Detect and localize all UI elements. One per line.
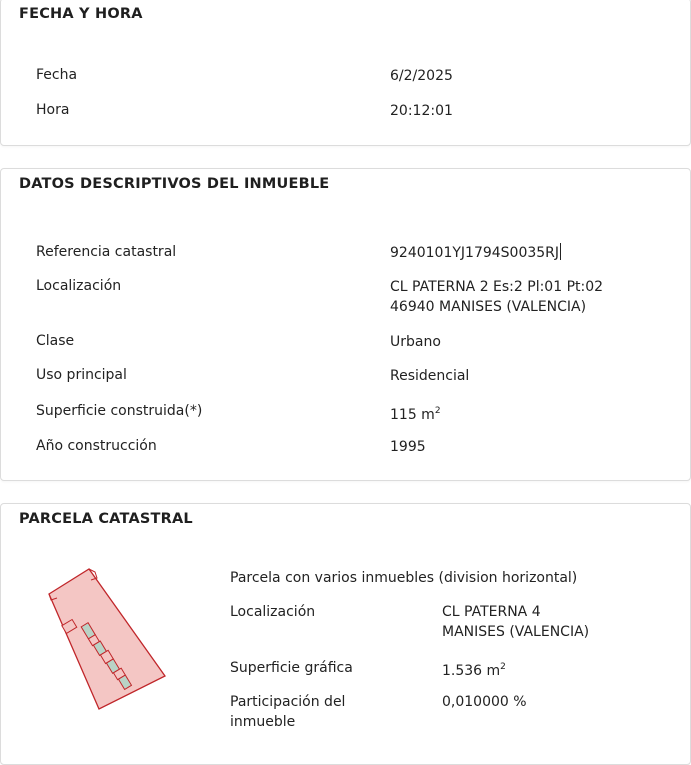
parcela-superficie-label: Superficie gráfica (230, 660, 353, 676)
participacion-value: 0,010000 % (442, 694, 527, 710)
parcela-descripcion: Parcela con varios inmuebles (division horizontal) (230, 570, 578, 586)
uso-label: Uso principal (36, 367, 127, 383)
participacion-label-line-1: Participación del (230, 694, 346, 710)
parcel-map-icon[interactable] (39, 564, 179, 714)
parcela-localizacion-line-2: MANISES (VALENCIA) (442, 624, 590, 640)
text-caret (560, 243, 561, 260)
parcela-localizacion-value (442, 602, 589, 642)
fecha-hora-title: FECHA Y HORA (19, 6, 143, 22)
parcela-superficie-number: 1.536 m (442, 663, 501, 679)
hora-label: Hora (36, 102, 70, 118)
superficie-label: Superficie construida(*) (36, 403, 203, 419)
datos-inmueble-panel (0, 168, 691, 481)
participacion-label (230, 692, 345, 732)
anio-value: 1995 (390, 439, 426, 455)
parcela-panel (0, 503, 691, 765)
fecha-label: Fecha (36, 67, 78, 83)
parcela-localizacion-label: Localización (230, 604, 316, 620)
localizacion-line-2: 46940 MANISES (VALENCIA) (390, 299, 587, 315)
participacion-label-line-2: inmueble (230, 714, 296, 730)
fecha-hora-panel (0, 0, 691, 146)
localizacion-value (390, 277, 603, 317)
referencia-label: Referencia catastral (36, 244, 177, 260)
parcel-shape (49, 569, 165, 709)
hora-value: 20:12:01 (390, 103, 453, 119)
datos-title: DATOS DESCRIPTIVOS DEL INMUEBLE (19, 176, 330, 192)
clase-label: Clase (36, 333, 75, 349)
uso-value: Residencial (390, 368, 470, 384)
fecha-value: 6/2/2025 (390, 68, 453, 84)
parcela-superficie-exponent: 2 (500, 662, 506, 672)
clase-value: Urbano (390, 334, 441, 350)
superficie-value (390, 401, 441, 425)
superficie-number: 115 m (390, 407, 435, 423)
parcela-localizacion-line-1: CL PATERNA 4 (442, 604, 541, 620)
parcela-title: PARCELA CATASTRAL (19, 511, 193, 527)
superficie-exponent: 2 (434, 406, 441, 416)
parcela-superficie-value (442, 657, 506, 681)
referencia-text[interactable]: 9240101YJ1794S0035RJ (390, 245, 560, 261)
referencia-value[interactable] (390, 243, 561, 263)
localizacion-line-1: CL PATERNA 2 Es:2 Pl:01 Pt:02 (390, 279, 604, 295)
anio-label: Año construcción (36, 438, 157, 454)
localizacion-label: Localización (36, 278, 122, 294)
